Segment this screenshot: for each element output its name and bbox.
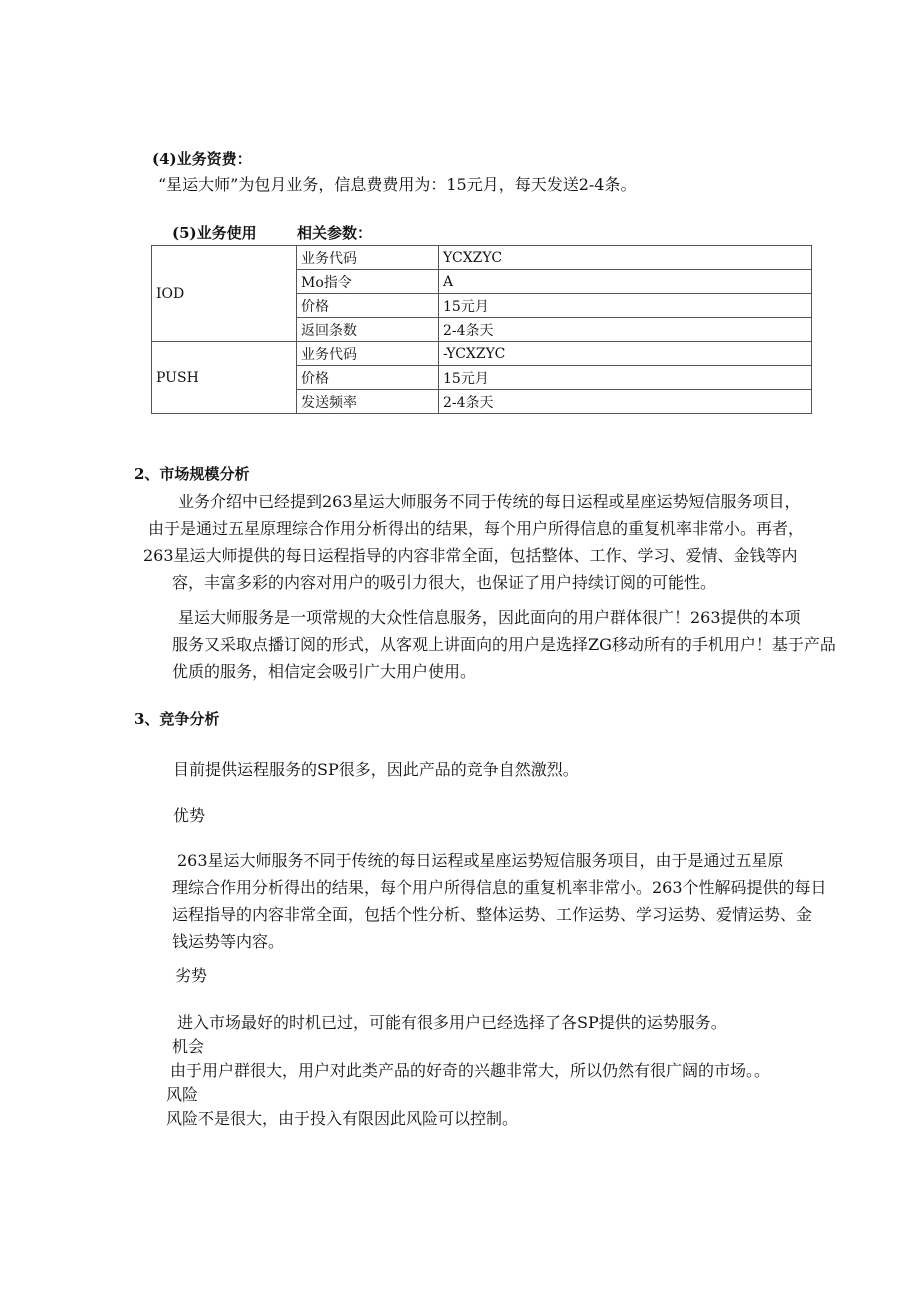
table-row (152, 342, 812, 366)
risk-label: 风险 (166, 1085, 199, 1104)
table-row (152, 246, 812, 270)
param-value: A (439, 270, 812, 294)
param-key: 返回条数 (297, 318, 439, 342)
iod-label: IOD (152, 246, 297, 342)
strength-paragraph (172, 847, 852, 955)
param-value: 2-4条天 (439, 318, 812, 342)
text-line: 由于是通过五星原理综合作用分析得出的结果，每个用户所得信息的重复机率非常小。再者， (148, 519, 805, 538)
opportunity-text: 由于用户群很大，用户对此类产品的好奇的兴趣非常大，所以仍然有很广阔的市场。。 (170, 1061, 771, 1080)
text-line: 服务又采取点播订阅的形式，从客观上讲面向的用户是选择ZG移动所有的手机用户！基于产品 (172, 635, 836, 654)
param-key: 发送频率 (297, 390, 439, 414)
text-line: 业务介绍中已经提到263星运大师服务不同于传统的每日运程或星座运势短信服务项目， (178, 492, 801, 511)
section4-heading: (4)业务资费： (152, 150, 252, 168)
market-heading: 2、市场规模分析 (134, 465, 250, 483)
weakness-label: 劣势 (175, 966, 208, 985)
text-line: 优质的服务，相信定会吸引广大用户使用。 (172, 662, 477, 681)
opportunity-label: 机会 (172, 1037, 205, 1056)
param-value: 15元月 (439, 294, 812, 318)
section5-subheading: 相关参数： (297, 224, 373, 242)
market-paragraph-2 (140, 604, 840, 685)
param-key: 业务代码 (297, 246, 439, 270)
text-line: 263星运大师服务不同于传统的每日运程或星座运势短信服务项目，由于是通过五星原 (177, 851, 784, 870)
param-value: -YCXZYC (439, 342, 812, 366)
text-line: 容，丰富多彩的内容对用户的吸引力很大，也保证了用户持续订阅的可能性。 (172, 573, 717, 592)
text-line: 钱运势等内容。 (172, 932, 285, 951)
text-line: 星运大师服务是一项常规的大众性信息服务，因此面向的用户群体很广！263提供的本项 (178, 608, 801, 627)
competition-heading: 3、竞争分析 (134, 710, 220, 728)
text-line: 理综合作用分析得出的结果，每个用户所得信息的重复机率非常小。263个性解码提供的每日 (172, 878, 827, 897)
strength-label: 优势 (173, 806, 206, 825)
params-table (151, 245, 812, 414)
section5-heading: (5)业务使用 (172, 224, 257, 242)
param-value: 15元月 (439, 366, 812, 390)
text-line: 263星运大师提供的每日运程指导的内容非常全面，包括整体、工作、学习、爱情、金钱等内 (143, 546, 798, 565)
text-line: 运程指导的内容非常全面，包括个性分析、整体运势、工作运势、学习运势、爱情运势、金 (172, 905, 813, 924)
param-key: 价格 (297, 366, 439, 390)
param-value: YCXZYC (439, 246, 812, 270)
weakness-text: 进入市场最好的时机已过，可能有很多用户已经选择了各SP提供的运势服务。 (177, 1013, 727, 1032)
param-value: 2-4条天 (439, 390, 812, 414)
param-key: 业务代码 (297, 342, 439, 366)
risk-text: 风险不是很大，由于投入有限因此风险可以控制。 (166, 1109, 519, 1128)
section4-text: “星运大师”为包月业务，信息费费用为：15元月，每天发送2-4条。 (158, 175, 637, 194)
param-key: 价格 (297, 294, 439, 318)
push-label: PUSH (152, 342, 297, 414)
competition-intro: 目前提供运程服务的SP很多，因此产品的竞争自然激烈。 (173, 760, 579, 779)
param-key: Mo指令 (297, 270, 439, 294)
market-paragraph-1 (140, 488, 840, 596)
